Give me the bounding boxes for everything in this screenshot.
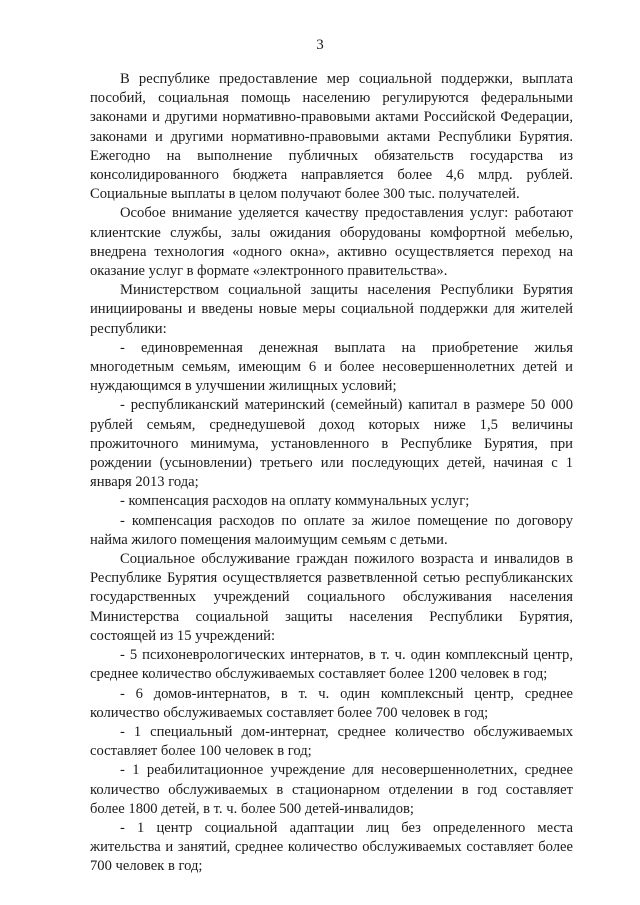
list-item-special-boarding-home: - 1 специальный дом-интернат, среднее количество обслуживаемых составляет более 100 человек в год; bbox=[90, 723, 573, 760]
paragraph-service-quality: Особое внимание уделяется качеству предоставления услуг: работают клиентские службы, залы ожидания оборудованы комфортной мебелью, внедрена технология «одного окна», активно осуществляется переход на оказание услуг в формате «электронного правительства». bbox=[90, 205, 573, 280]
paragraph-social-support-regulation: В республике предоставление мер социальной поддержки, выплата пособий, социальная помощь населению регулируются федеральными законами и другими нормативно-правовыми актами Российской Федерации, законами и другими нормативно-правовыми актами Республики Бурятия. Ежегодно на выполнение публичных обязательств государства из консолидированного бюджета направляется более 4,6 млрд. рублей. Социальные выплаты в целом получают более 300 тыс. получателей. bbox=[90, 71, 573, 203]
list-item-boarding-homes: - 6 домов-интернатов, в т. ч. один комплексный центр, среднее количество обслуживаемых составляет более 700 человек в год; bbox=[90, 685, 573, 721]
page-number: 3 bbox=[316, 37, 324, 53]
list-item-rehabilitation-institution: - 1 реабилитационное учреждение для несовершеннолетних, среднее количество обслуживаемых в стационарном отделении в год составляет более 1800 детей, в т. ч. более 500 детей-инвалидов; bbox=[90, 762, 573, 817]
paragraph-new-measures-intro: Министерством социальной защиты населения Республики Бурятия инициированы и введены новые меры социальной поддержки для жителей республики: bbox=[90, 282, 573, 337]
paragraph-social-service-network: Социальное обслуживание граждан пожилого возраста и инвалидов в Республике Бурятия осуществляется разветвленной сетью республиканских государственных учреждений социального обслуживания населения Министерства социальной защиты населения Республики Бурятия, состоящей из 15 учреждений: bbox=[90, 551, 573, 644]
list-item-maternity-capital: - республиканский материнский (семейный) капитал в размере 50 000 рублей семьям, среднедушевой доход которых ниже 1,5 величины прожиточного минимума, установленного в Республике Бурятия, при рождении (усыновлении) третьего или последующих детей, начиная с 1 января 2013 года; bbox=[90, 397, 573, 491]
list-item-housing-compensation: - компенсация расходов по оплате за жилое помещение по договору найма жилого помещения малоимущим семьям с детьми. bbox=[90, 512, 573, 548]
list-item-housing-payment: - единовременная денежная выплата на приобретение жилья многодетным семьям, имеющим 6 и более несовершеннолетних детей и нуждающимся в улучшении жилищных условий; bbox=[90, 339, 573, 395]
list-item-psychoneurological-boarding-schools: - 5 психоневрологических интернатов, в т. ч. один комплексный центр, среднее количество обслуживаемых составляет более 1200 человек в год; bbox=[90, 647, 573, 683]
list-item-social-adaptation-center: - 1 центр социальной адаптации лиц без определенного места жительства и занятий, среднее количество обслуживаемых составляет более 700 человек в год; bbox=[90, 819, 573, 875]
document-body bbox=[90, 70, 573, 877]
list-item-utility-compensation: - компенсация расходов на оплату коммунальных услуг; bbox=[120, 493, 470, 510]
